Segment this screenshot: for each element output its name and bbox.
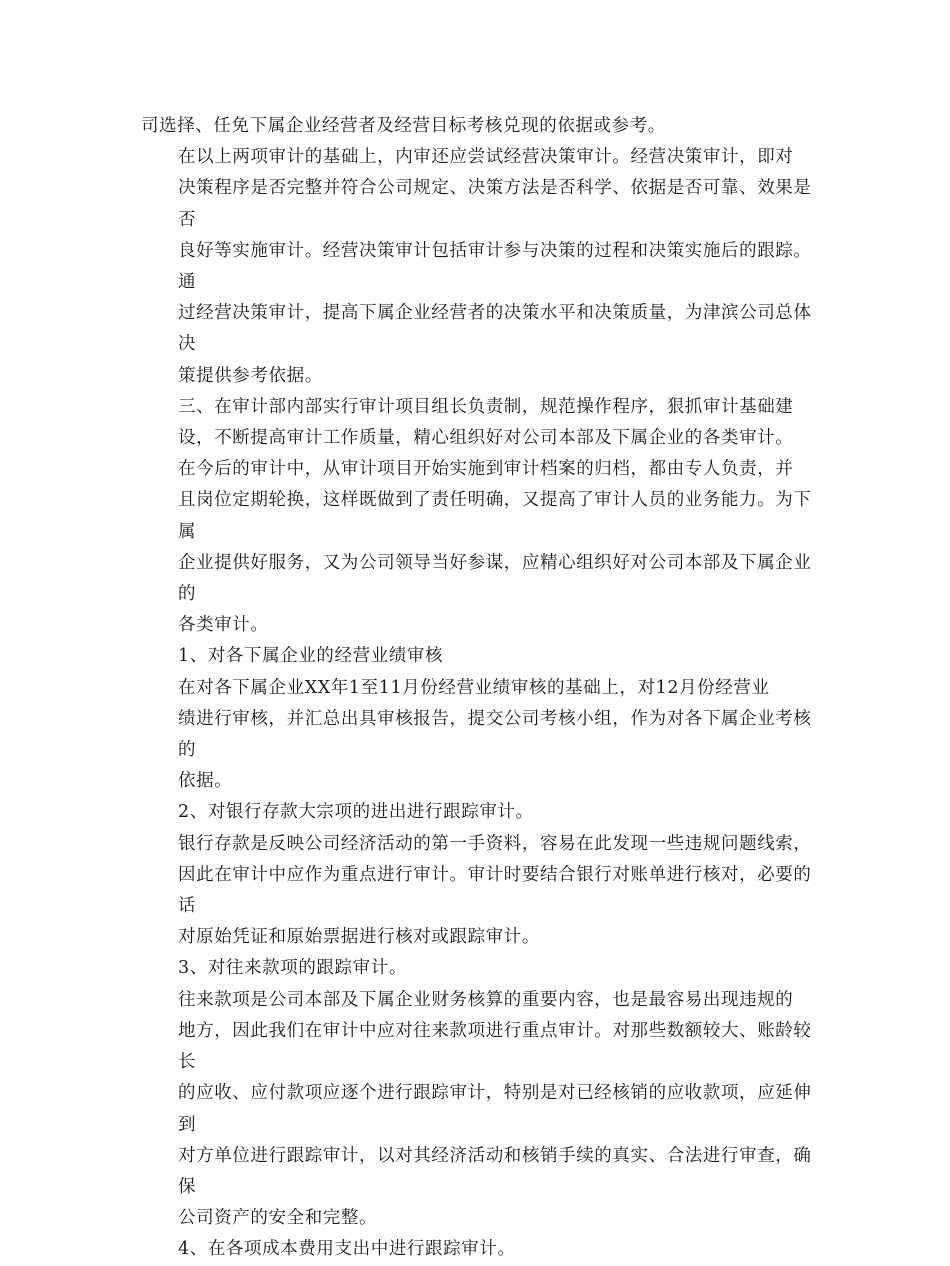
- paragraph-item-2: 银行存款是反映公司经济活动的第一手资料，容易在此发现一些违规问题线索， 因此在审计中应作为重点进行审计。审计时要结合银行对账单进行核对，必要的话 对原始凭证和原始票据进行核对或跟踪审计。: [178, 833, 812, 948]
- heading-item-1: 1、对各下属企业的经营业绩审核: [178, 646, 444, 667]
- paragraph-decision-audit: 在以上两项审计的基础上，内审还应尝试经营决策审计。经营决策审计，即对 决策程序是否完整并符合公司规定、决策方法是否科学、依据是否可靠、效果是否 良好等实施审计。经营决策审计包括审计参与决策的过程和决策实施后的跟踪。通 过经营决策审计，提高下属企业经营者的决策水平和决策质量，为津滨公司总体决 策提供参考依据。: [178, 147, 812, 386]
- paragraph-item-1: 在对各下属企业XX年1至11月份经营业绩审核的基础上，对12月份经营业 绩进行审核，并汇总出具审核报告，提交公司考核小组，作为对各下属企业考核的 依据。: [178, 677, 812, 792]
- paragraph-continuation: 司选择、任免下属企业经营者及经营目标考核兑现的依据或参考。: [141, 116, 666, 136]
- heading-item-3: 3、对往来款项的跟踪审计。: [178, 958, 407, 979]
- heading-item-2: 2、对银行存款大宗项的进出进行跟踪审计。: [178, 802, 534, 823]
- paragraph-section-three: 三、在审计部内部实行审计项目组长负责制，规范操作程序，狠抓审计基础建 设，不断提高审计工作质量，精心组织好对公司本部及下属企业的各类审计。: [178, 396, 794, 449]
- paragraph-future-audit: 在今后的审计中，从审计项目开始实施到审计档案的归档，都由专人负责，并 且岗位定期轮换，这样既做到了责任明确，又提高了审计人员的业务能力。为下属 企业提供好服务，又为公司领导当好参谋，应精心组织好对公司本部及下属企业的 各类审计。: [178, 459, 812, 636]
- heading-item-4: 4、在各项成本费用支出中进行跟踪审计。: [178, 1239, 516, 1260]
- paragraph-item-3: 往来款项是公司本部及下属企业财务核算的重要内容，也是最容易出现违规的 地方，因此我们在审计中应对往来款项进行重点审计。对那些数额较大、账龄较长 的应收、应付款项应逐个进行跟踪审计，特别是对已经核销的应收款项，应延伸到 对方单位进行跟踪审计，以对其经济活动和核销手续的真实、合法进行审查，确保 公司资产的安全和完整。: [178, 989, 812, 1229]
